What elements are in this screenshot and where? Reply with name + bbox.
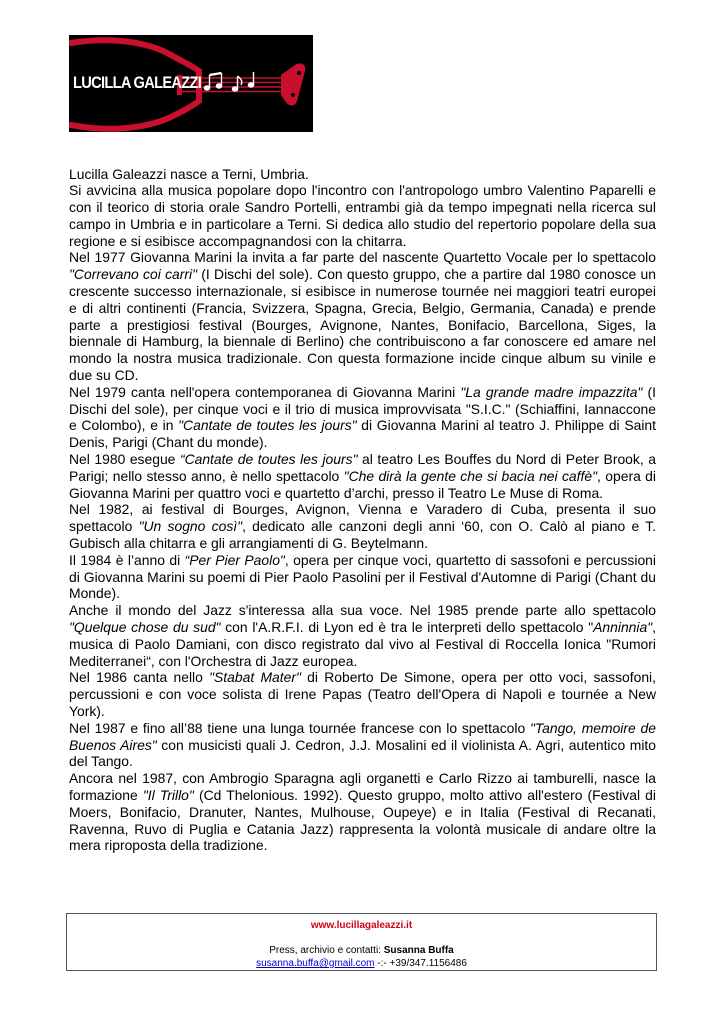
text-run: , musica di Paolo Damiani, con disco registrato dal vivo al Festival di Roccella Ionica "Rumori Mediterranei“, con l'Orchestra di Jazz europea. [69, 619, 656, 669]
contact-separator: -:- [374, 958, 390, 969]
italic-title: "Tango, memoire de Buenos Aires" [69, 719, 656, 753]
biography-text [69, 166, 656, 855]
paragraph [69, 249, 656, 383]
press-name: Susanna Buffa [383, 945, 454, 956]
paragraph [69, 182, 656, 249]
text-run: , dedicato alle canzoni degli anni ‘60, con O. Calò al piano e T. Gubisch alla chitarra e gli arrangiamenti di G. Beytelmann. [69, 518, 657, 552]
text-run: con musicisti quali J. Cedron, J.J. Mosalini ed il violinista A. Agri, autentico mito del Tango. [69, 736, 656, 770]
text-run: Si avvicina alla musica popolare dopo l'incontro con l'antropologo umbro Valentino Paparelli e con il teorico di storia orale Sandro Portelli, entrambi già da tempo impegnati nella ricerca sul campo in Umbria e in particolare a Terni. Si dedica allo studio del repertorio popolare della sua regione e si esibisce accompagnandosi con la chitarra. [69, 182, 656, 249]
text-run: Nel 1977 Giovanna Marini la invita a far parte del nascente Quartetto Vocale per lo spettacolo [69, 249, 656, 266]
text-run: Lucilla Galeazzi nasce a Terni, Umbria. [69, 165, 309, 182]
italic-title: “Cantate de toutes les jours" [179, 451, 358, 468]
text-run: Nel 1979 canta nell'opera contemporanea di Giovanna Marini [69, 383, 461, 400]
text-run: Nel 1987 e fino all’88 tiene una lunga tournée francese con lo spettacolo [69, 719, 530, 736]
logo-text: LUCILLA GALEAZZI [73, 73, 202, 92]
paragraph [69, 770, 656, 854]
paragraph [69, 384, 656, 451]
text-run: , opera per cinque voci, quartetto di sassofoni e percussioni di Giovanna Marini su poemi di Pier Paolo Pasolini per il Festival d'Automne di Parigi (Chant du Monde). [69, 551, 656, 602]
text-run: Anche il mondo del Jazz s'interessa alla sua voce. Nel 1985 prende parte allo spettacolo [69, 602, 656, 619]
italic-title: Anninnia" [593, 619, 653, 636]
text-run: Il 1984 è l’anno di [69, 551, 185, 568]
italic-title: "Il Trillo" [142, 786, 194, 803]
italic-title: “Per Pier Paolo" [184, 551, 285, 568]
italic-title: "Quelque chose du sud" [69, 619, 221, 636]
text-run: al teatro Les Bouffes du Nord di Peter Brook, a Parigi; nello stesso anno, è nello spettacolo [69, 451, 656, 484]
paragraph [69, 720, 656, 770]
text-run: di Roberto De Simone, opera per otto voci, sassofoni, percussioni e con voce solista di Irene Papas (Teatro dell'Opera di Napoli e tournée a New York). [69, 669, 656, 719]
text-run: Ancora nel 1987, con Ambrogio Sparagna agli organetti e Carlo Rizzo ai tamburelli, nasce la formazione [69, 770, 656, 803]
italic-title: "Un sogno così" [138, 518, 243, 535]
contact-line [67, 958, 656, 970]
paragraph [69, 602, 656, 669]
paragraph [69, 501, 656, 551]
press-contact [67, 945, 656, 957]
italic-title: "Stabat Mater" [209, 669, 301, 686]
italic-title: "Che dirà la gente che si bacia nei caffè" [343, 467, 598, 484]
italic-title: "Cantate de toutes les jours" [178, 417, 357, 434]
logo [69, 35, 313, 132]
paragraph [69, 166, 656, 183]
phone-number: +39/347.1156486 [389, 958, 467, 969]
text-run: Nel 1982, ai festival di Bourges, Avignon, Vienna e Varadero di Cuba, presenta il suo spettacolo [69, 501, 656, 535]
text-run: (Cd Thelonious. 1992). Questo gruppo, molto attivo all'estero (Festival di Moers, Bonifacio, Dranuter, Nantes, Mulhouse, Oupeye) e in Italia (Festival di Recanati, Ravenna, Ruvo di Puglia e Catania Jazz) rappresenta la volontà musicale di andare oltre la mera riproposta della tradizione. [69, 786, 656, 854]
text-run: (I Dischi del sole), per cinque voci e il trio di musica improvvisata "S.I.C." (Schiaffini, Iannaccone e Colombo), e in [69, 383, 656, 434]
paragraph [69, 669, 656, 719]
text-run: Nel 1980 esegue [69, 451, 180, 468]
website-link[interactable]: www.lucillagaleazzi.it [310, 920, 413, 931]
footer [66, 913, 657, 971]
text-run: (I Dischi del sole). Con questo gruppo, che a partire dal 1980 conosce un crescente successo internazionale, si esibisce in numerose tournée nei maggiori teatri europei e di altri continenti (Francia, Svizzera, Spagna, Grecia, Belgio, Germania, Canada) e prende parte a prestigiosi festival (Bourges, Avignone, Nantes, Bonifacio, Barcellona, Siges, la biennale di Hamburg, la biennale di Berlino) che contribuiscono a far conoscere ed amare nel mondo la nostra musica tradizionale. Con questa formazione incide cinque album su vinile e due su CD. [69, 266, 657, 384]
paragraph [69, 451, 656, 501]
text-run: con l'A.R.F.I. di Lyon ed è tra le interpreti dello spettacolo " [220, 619, 594, 636]
paragraph [69, 552, 656, 602]
text-run: di Giovanna Marini al teatro J. Philippe di Saint Denis, Parigi (Chant du monde). [69, 417, 656, 451]
italic-title: "Correvano coi carri" [69, 266, 198, 283]
email-link[interactable]: susanna.buffa@gmail.com [256, 958, 375, 969]
italic-title: "La grande madre impazzita" [460, 383, 643, 400]
text-run: Nel 1986 canta nello [69, 669, 210, 686]
press-label: Press, archivio e contatti: [269, 945, 384, 956]
text-run: , opera di Giovanna Marini per quattro voci e quartetto d’archi, presso il Teatro Le Muse di Roma. [69, 467, 656, 501]
